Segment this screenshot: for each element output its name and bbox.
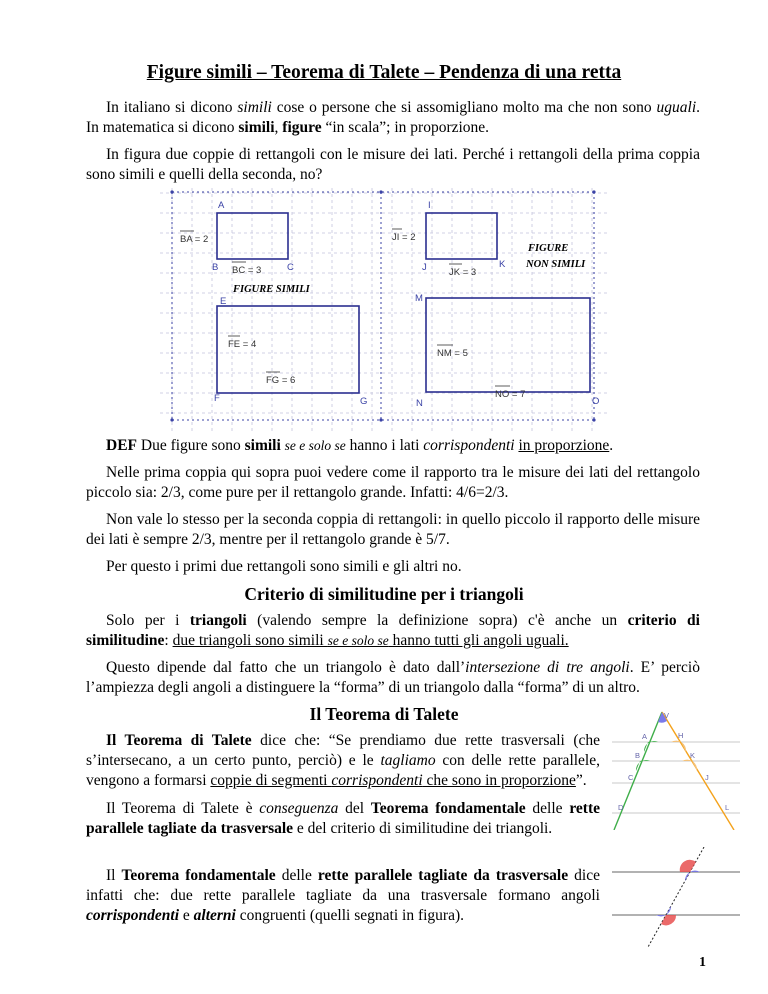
- text-run: corrispondenti: [86, 907, 180, 924]
- text-run: ,: [274, 119, 283, 136]
- text-run: Il Teorema di Talete è: [106, 800, 260, 817]
- text-run: hanno i lati: [345, 437, 424, 454]
- measure-JK: JK = 3: [449, 267, 477, 278]
- caption-non-simili: NON SIMILI: [526, 259, 586, 270]
- text-run: se e solo se: [284, 438, 346, 453]
- text-run: DEF: [106, 437, 137, 454]
- thales-figure: [612, 708, 740, 830]
- measure-NM: NM = 5: [437, 348, 468, 359]
- rectangles-figure: [160, 188, 608, 432]
- transversal-green: [614, 712, 662, 830]
- measure-BC: BC = 3: [232, 265, 262, 276]
- text-run: del: [338, 800, 371, 817]
- thales-underlined: [210, 772, 576, 789]
- text-run: ”.: [575, 772, 587, 789]
- text-run: uguali: [656, 99, 697, 116]
- point-label-K: K: [499, 259, 506, 270]
- point-label-J: J: [422, 262, 427, 273]
- page-title: Figure simili – Teorema di Talete – Pendenza di una retta: [146, 62, 622, 83]
- text-run: Il Teorema di Talete: [106, 732, 252, 749]
- label-A: A: [642, 732, 648, 741]
- text-run: dice che: “Se prendiamo due rette trasversali (che s’intersecano, a un certo punto, perciò) e le: [86, 732, 600, 769]
- text-run: congruenti (quelli segnati in figura).: [235, 907, 464, 924]
- caption-figure-simili: FIGURE SIMILI: [233, 284, 310, 295]
- label-C: C: [628, 773, 634, 782]
- intro-paragraph-1: [86, 98, 700, 138]
- text-run: corrispondenti: [423, 437, 515, 454]
- text-run: dice infatti che: due rette parallele tagliate da una trasversale formano angoli: [86, 867, 600, 904]
- text-run: con delle rette parallele, vengono a formarsi: [86, 752, 600, 789]
- text-run: se e solo se: [327, 633, 389, 648]
- label-K: K: [690, 751, 696, 760]
- text-run: . In matematica si dicono: [86, 99, 701, 136]
- parallel-transversal-figure: [612, 847, 740, 947]
- section-heading-criterion: Criterio di similitudine per i triangoli: [244, 584, 524, 604]
- point-label-E: E: [220, 296, 227, 307]
- angle-red-top: [680, 860, 696, 872]
- rectangle-ABC: [217, 213, 288, 259]
- label-D: D: [618, 803, 624, 812]
- text-run: .: [609, 437, 614, 454]
- angle-red-bottom: [661, 915, 676, 925]
- caption-figure: FIGURE: [528, 243, 569, 254]
- measure-FG: FG = 6: [266, 375, 296, 386]
- rectangle-IJK: [426, 213, 497, 259]
- text-run: coppie di segmenti: [210, 772, 332, 789]
- point-label-I: I: [428, 200, 431, 211]
- text-run: corrispondenti: [331, 772, 423, 789]
- text-run: Teorema fondamentale: [370, 800, 526, 817]
- text-run: figure: [282, 119, 322, 136]
- point-label-F: F: [214, 393, 220, 404]
- text-run: e: [179, 907, 194, 924]
- text-run: tagliamo: [380, 752, 436, 769]
- point-label-M: M: [415, 293, 423, 304]
- point-label-C: C: [287, 262, 294, 273]
- text-run: rette parallele tagliate da trasversale: [317, 867, 569, 884]
- text-run: due triangoli sono simili: [172, 632, 328, 649]
- text-run: “in scala”; in proporzione.: [321, 119, 490, 136]
- text-run: . E’ perciò l’ampiezza degli angoli a distinguere la “forma” di un triangolo dalla “forma” di un altro.: [86, 659, 700, 696]
- text-run: delle: [275, 867, 318, 884]
- measure-BA: BA = 2: [180, 234, 209, 245]
- text-run: simili: [238, 119, 275, 136]
- depends-paragraph: [86, 658, 700, 698]
- text-run: triangoli: [189, 612, 247, 629]
- text-run: criterio di similitudine: [86, 612, 700, 649]
- text-run: intersezione di tre angoli: [465, 659, 630, 676]
- text-run: hanno tutti gli angoli uguali.: [388, 632, 569, 649]
- text-run: rette parallele tagliate da trasversale: [86, 800, 600, 837]
- text-run: :: [164, 632, 173, 649]
- grid: [160, 188, 608, 432]
- consequence-paragraph: [86, 799, 600, 839]
- label-J: J: [705, 773, 709, 782]
- text-run: Teorema fondamentale: [121, 867, 276, 884]
- measure-NO: NO = 7: [495, 389, 526, 400]
- point-label-A: A: [218, 200, 225, 211]
- text-run: che sono in proporzione: [422, 772, 576, 789]
- label-V: V: [664, 711, 670, 720]
- point-label-G: G: [360, 396, 368, 407]
- measure-FE: FE = 4: [228, 339, 257, 350]
- criterion-underlined: [173, 632, 569, 649]
- label-H: H: [678, 731, 684, 740]
- transversal-orange: [662, 712, 734, 830]
- second-pair-paragraph: Non vale lo stesso per la seconda coppia di rettangoli: in quello piccolo il rapporto delle misure dei lati è sempre 2/3, mentre per il rettangolo grande è 5/7.: [86, 511, 700, 548]
- point-label-N: N: [416, 398, 423, 409]
- criterion-paragraph: [86, 611, 700, 651]
- section-heading-thales: Il Teorema di Talete: [309, 704, 459, 724]
- conclusion-paragraph: Per questo i primi due rettangoli sono simili e gli altri no.: [106, 558, 462, 575]
- definition-paragraph: [86, 436, 700, 456]
- text-run: e del criterio di similitudine dei triangoli.: [293, 820, 553, 837]
- text-run: (valendo sempre la definizione sopra) c'è anche un: [246, 612, 628, 629]
- text-run: alterni: [193, 907, 236, 924]
- text-run: In italiano si dicono: [106, 99, 238, 116]
- point-label-O: O: [592, 396, 600, 407]
- point-label-B: B: [212, 262, 219, 273]
- text-run: Questo dipende dal fatto che un triangolo è dato dall’: [106, 659, 466, 676]
- text-run: Il: [106, 867, 122, 884]
- text-run: Due figure sono: [137, 437, 245, 454]
- thales-paragraph: [86, 731, 600, 791]
- fundamental-paragraph: [86, 866, 600, 926]
- intro-paragraph-2: In figura due coppie di rettangoli con le misure dei lati. Perché i rettangoli della prima coppia sono simili e quelli della seconda, no?: [86, 146, 700, 183]
- text-run: Solo per i: [106, 612, 190, 629]
- text-run: simili: [244, 437, 281, 454]
- text-run: delle: [525, 800, 570, 817]
- text-run: in proporzione: [518, 437, 610, 454]
- page-number: 1: [699, 955, 706, 970]
- text-run: simili: [237, 99, 272, 116]
- measure-JI: JI = 2: [392, 232, 416, 243]
- label-B: B: [635, 751, 641, 760]
- text-run: conseguenza: [259, 800, 339, 817]
- text-run: cose o persone che si assomigliano molto ma che non sono: [271, 99, 657, 116]
- first-pair-paragraph: Nelle prima coppia qui sopra puoi vedere come il rapporto tra le misure dei lati del rettangolo piccolo sia: 2/3, come pure per il rettangolo grande. Infatti: 4/6=2/3.: [86, 464, 700, 501]
- label-L: L: [725, 803, 730, 812]
